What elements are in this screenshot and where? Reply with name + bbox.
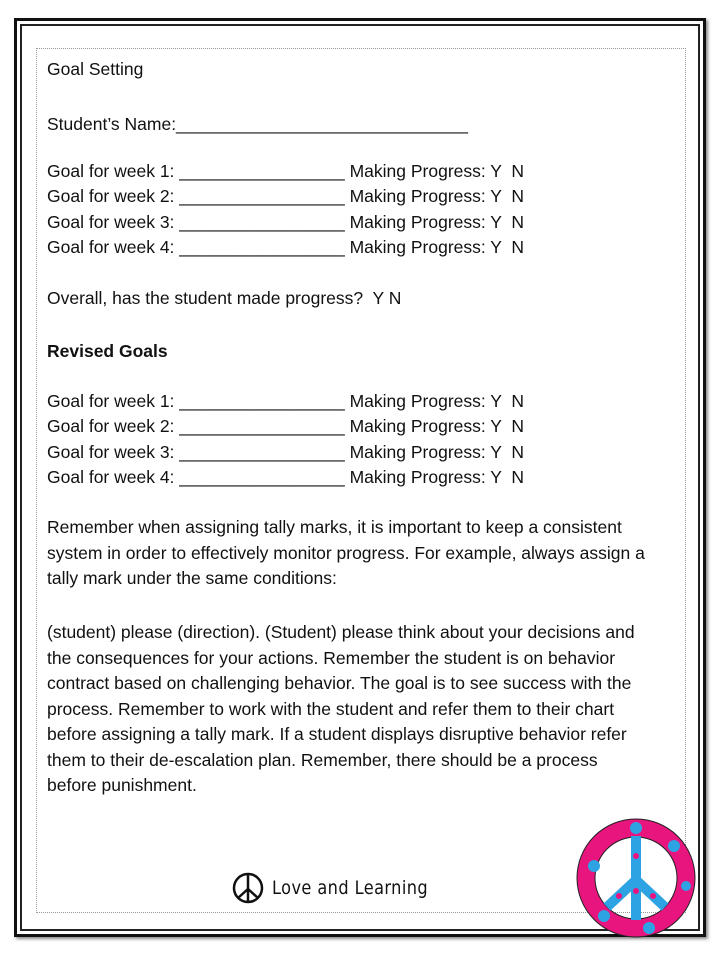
peace-sign-logo-icon (574, 816, 698, 940)
paragraph-tally-marks: Remember when assigning tally marks, it is important to keep a consistent system in order to effectively monitor progress. For example, always assign a tally mark under the same conditions: (47, 517, 645, 588)
title: Goal Setting (47, 59, 144, 79)
paragraph-process: (student) please (direction). (Student) please think about your decisions and the consequences for your actions. Remember the student is on behavior contract based on challenging behavior. The goal is to see success with the process. Remember to work with the student and refer them to their chart before assigning a tally mark. If a student displays disruptive behavior refer them to their de-escalation plan. Remember, there should be a process before punishment. (47, 622, 635, 795)
revised-goal-week-2: Goal for week 2: _________________ Making Progress: Y N (47, 416, 525, 436)
footer-text: Love and Learning (272, 877, 429, 899)
revised-goal-week-4: Goal for week 4: _________________ Making Progress: Y N (47, 467, 525, 487)
goal-week-3: Goal for week 3: _________________ Making Progress: Y N (47, 212, 525, 232)
goal-week-2: Goal for week 2: _________________ Making Progress: Y N (47, 186, 525, 206)
overall-progress: Overall, has the student made progress? Y N (47, 288, 402, 308)
goal-week-4: Goal for week 4: _________________ Making Progress: Y N (47, 237, 525, 257)
goal-week-1: Goal for week 1: _________________ Making Progress: Y N (47, 161, 525, 181)
student-name-line: Student’s Name:______________________________ (47, 114, 469, 134)
revised-goal-week-3: Goal for week 3: _________________ Making Progress: Y N (47, 442, 525, 462)
peace-sign-icon (232, 872, 264, 904)
revised-goal-week-1: Goal for week 1: _________________ Making Progress: Y N (47, 391, 525, 411)
footer (232, 872, 456, 904)
revised-goals-heading: Revised Goals (47, 341, 168, 361)
